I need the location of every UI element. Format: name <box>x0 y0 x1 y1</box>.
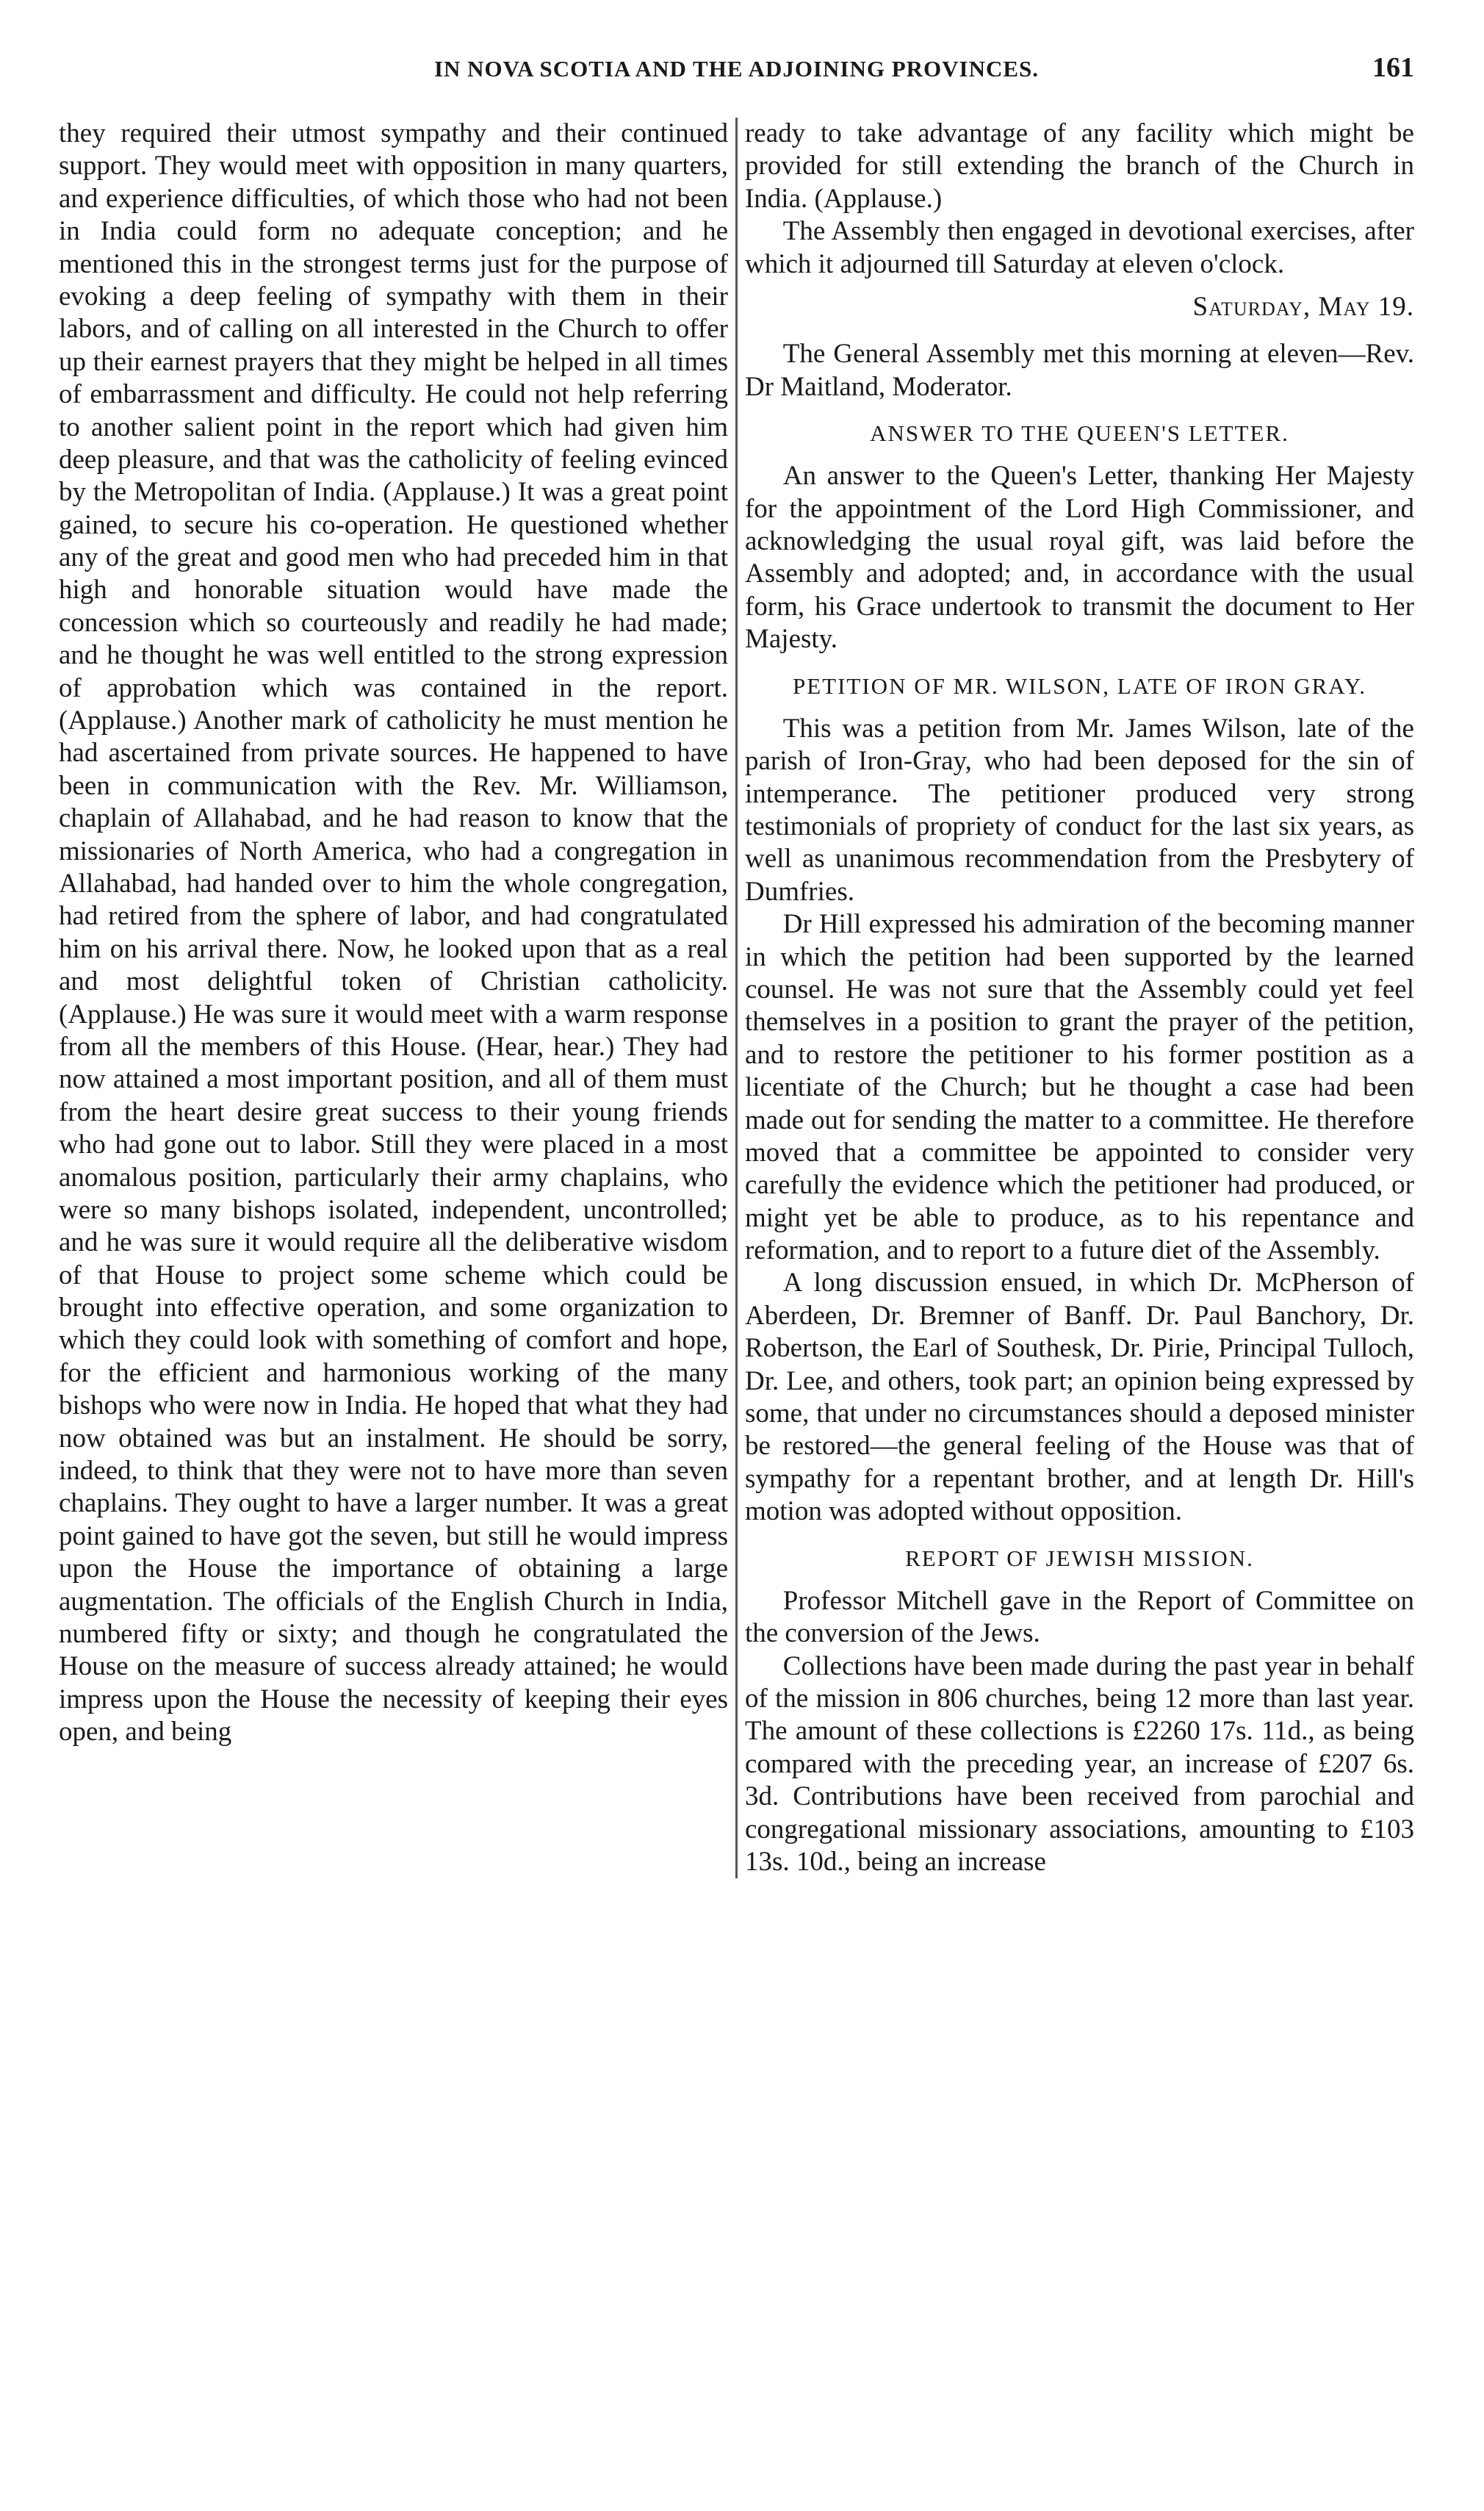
right-paragraph-4: An answer to the Queen's Letter, thanking Her Majesty for the appointment of the Lord High Commissioner, and acknowledging the usual royal gift, was laid before the Assembly and adopted; and, in accordance with the usual form, his Grace undertook to transmit the document to Her Majesty. <box>744 461 1414 655</box>
running-title: IN NOVA SCOTIA AND THE ADJOINING PROVINCES. <box>433 56 1040 82</box>
right-paragraph-3: The General Assembly met this morning at eleven—Rev. Dr Maitland, Moderator. <box>744 339 1414 402</box>
text-columns <box>59 118 1414 1878</box>
left-paragraph-1: they required their utmost sympathy and their continued support. They would meet with opposition in many quarters, and experience difficulties, of which those who had not been in India could form no adequate conception; and he mentioned this in the strongest terms just for the purpose of evoking a deep feeling of sympathy with them in their labors, and of calling on all interested in the Church to offer up their earnest prayers that they might be helped in all times of embarrassment and difficulty. He could not help referring to another salient point in the report which had given him deep pleasure, and that was the catholicity of feeling evinced by the Metropolitan of India. (Applause.) It was a great point gained, to secure his co-operation. He questioned whether any of the great and good men who had preceded him in that high and honorable situation would have made the concession which so courteously and readily he had made; and he thought he was well entitled to the strong expression of approbation which was contained in the report. (Applause.) Another mark of catholicity he must mention he had ascertained from private sources. He happened to have been in communication with the Rev. Mr. Williamson, chaplain of Allahabad, and he had reason to know that the missionaries of North America, who had a congregation in Allahabad, had handed over to him the whole congregation, had retired from the sphere of labor, and had congratulated him on his arrival there. Now, he looked upon that as a real and most delightful token of Christian catholicity. (Applause.) He was sure it would meet with a warm response from all the members of this House. (Hear, hear.) They had now attained a most important position, and all of them must from the heart desire great success to their young friends who had gone out to labor. Still they were placed in a most anomalous position, particularly their army chaplains, who were so many bishops isolated, independent, uncontrolled; and he was sure it would require all the deliberative wisdom of that House to project some scheme which could be brought into effective operation, and some organization to which they could look with something of comfort and hope, for the efficient and harmonious working of the many bishops who were now in India. He hoped that what they had now obtained was but an instalment. He should be sorry, indeed, to think that they were not to have more than seven chaplains. They ought to have a larger number. It was a great point gained to have got the seven, but still he would impress upon the House the importance of obtaining a large augmentation. The officials of the English Church in India, numbered fifty or sixty; and though he congratulated the House on the measure of success already attained; he would impress upon the House the necessity of keeping their eyes open, and being <box>59 118 728 1747</box>
right-paragraph-8: Professor Mitchell gave in the Report of Committee on the conversion of the Jews. <box>744 1585 1414 1649</box>
running-head <box>59 51 1414 96</box>
section-heading-petition: PETITION OF MR. WILSON, LATE OF IRON GRAY. <box>792 672 1366 699</box>
dateline: Saturday, May 19. <box>1192 291 1414 322</box>
section-heading-jewish-mission: REPORT OF JEWISH MISSION. <box>905 1545 1254 1571</box>
right-column <box>745 118 1414 1878</box>
right-paragraph-9: Collections have been made during the past year in behalf of the mission in 806 churches, being 12 more than last year. The amount of these collections is £2260 17s. 11d., as being compared with the preceding year, an increase of £207 6s. 3d. Contributions have been received from parochial and congregational missionary associations, amounting to £103 13s. 10d., being an increase <box>744 1650 1414 1877</box>
right-paragraph-5: This was a petition from Mr. James Wilson, late of the parish of Iron-Gray, who had been deposed for the sin of intemperance. The petitioner produced very strong testimonials of propriety of conduct for the last six years, as well as unanimous recommendation from the Presbytery of Dumfries. <box>744 713 1414 907</box>
left-column <box>59 118 728 1878</box>
right-paragraph-2: The Assembly then engaged in devotional exercises, after which it adjourned till Saturday at eleven o'clock. <box>744 216 1414 279</box>
right-paragraph-6: Dr Hill expressed his admiration of the becoming manner in which the petition had been supported by the learned counsel. He was not sure that the Assembly could yet feel themselves in a position to grant the prayer of the petition, and to restore the petitioner to his former postition as a licentiate of the Church; but he thought a case had been made out for sending the matter to a committee. He therefore moved that a committee be appointed to consider very carefully the evidence which the petitioner had produced, or might yet be able to produce, as to his repentance and reformation, and to report to a future diet of the Assembly. <box>744 909 1414 1266</box>
section-heading-answer: ANSWER TO THE QUEEN'S LETTER. <box>870 420 1289 447</box>
right-paragraph-7: A long discussion ensued, in which Dr. McPherson of Aberdeen, Dr. Bremner of Banff. Dr. Paul Banchory, Dr. Robertson, the Earl of Southesk, Dr. Pirie, Principal Tulloch, Dr. Lee, and others, took part; an opinion being expressed by some, that under no circumstances should a deposed minister be restored—the general feeling of the House was that of sympathy for a repentant brother, and at length Dr. Hill's motion was adopted without opposition. <box>744 1268 1414 1527</box>
right-paragraph-1: ready to take advantage of any facility which might be provided for still extending the branch of the Church in India. (Applause.) <box>744 118 1414 214</box>
page-number: 161 <box>1372 52 1414 83</box>
column-rule <box>735 118 738 1878</box>
